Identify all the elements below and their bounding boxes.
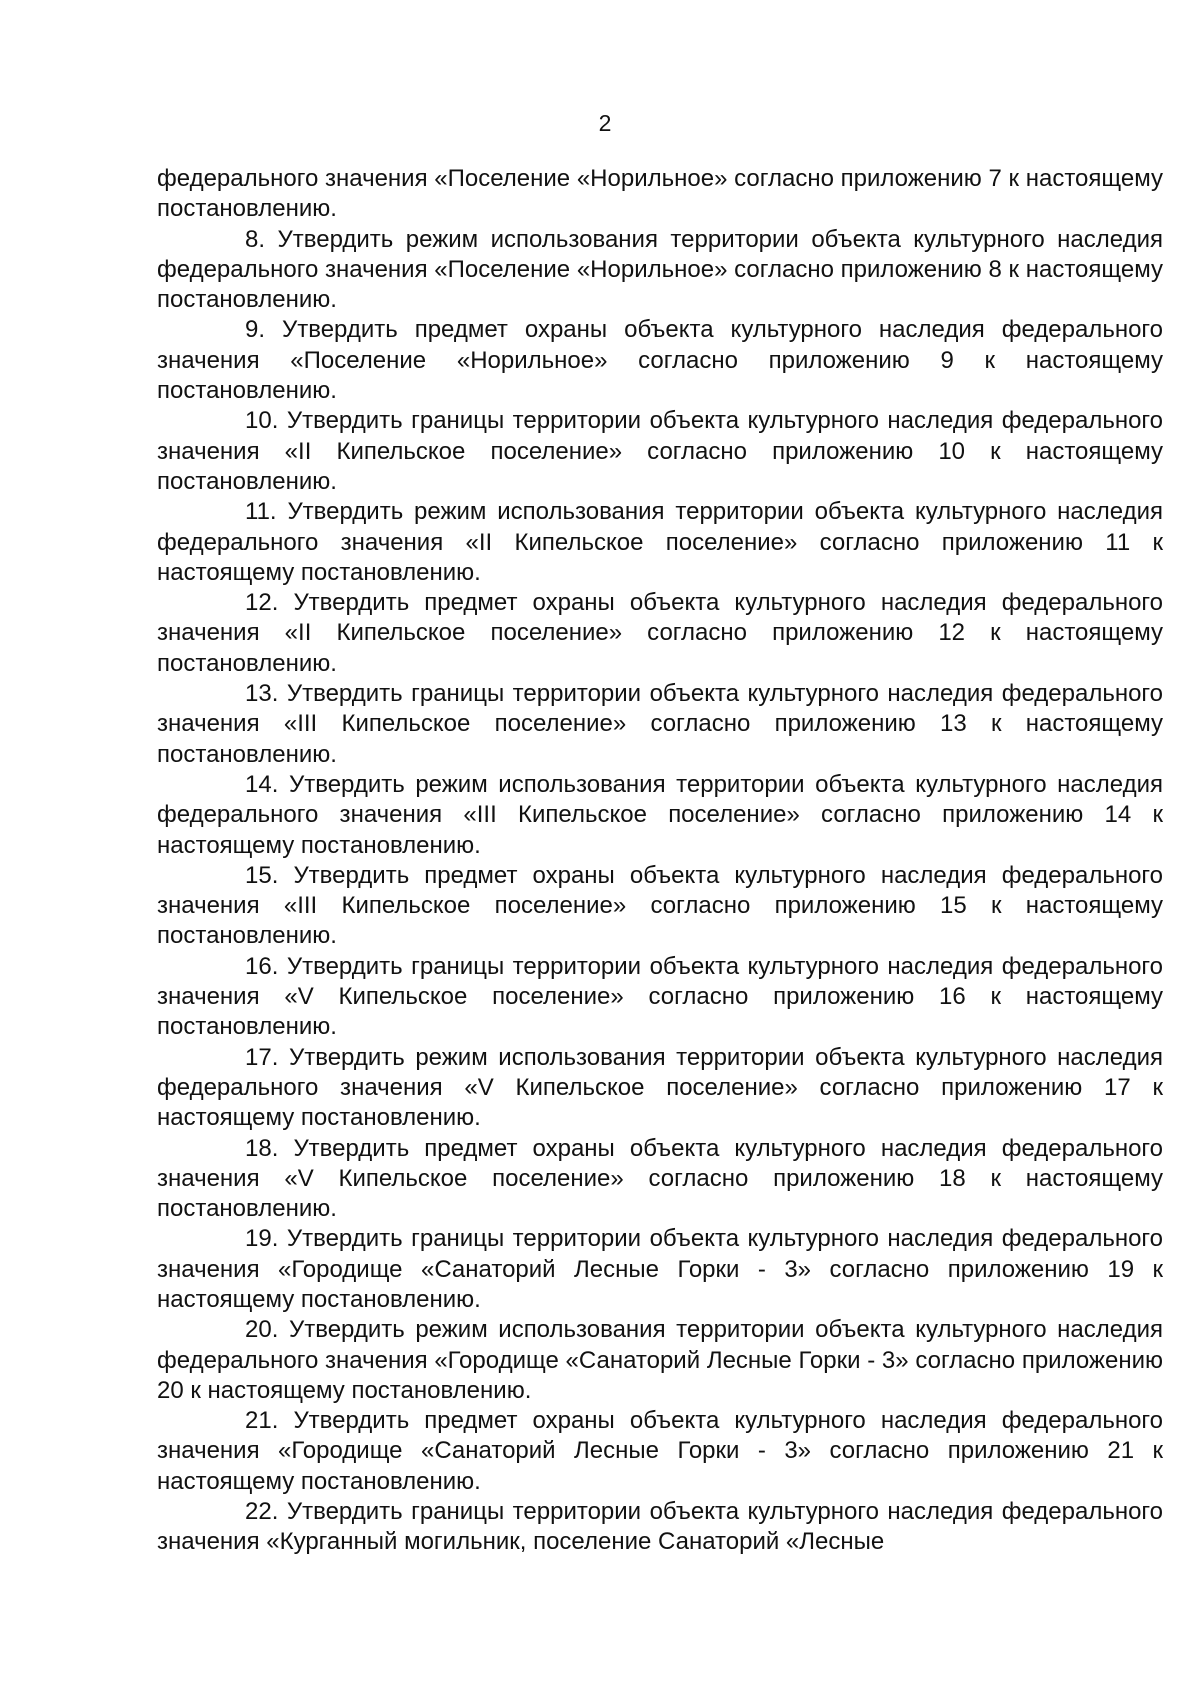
paragraph-number: 22. [245,1498,279,1526]
paragraph-text: Утвердить предмет охраны объекта культурного наследия федерального значения «II Кипельское поселение» согласно приложению 12 к настоящему постановлению. [157,589,1163,677]
paragraph-number: 8. [245,225,266,253]
paragraph-18 [157,1134,1163,1225]
paragraph-number: 16. [245,952,279,980]
paragraph-continuation [157,164,1163,225]
paragraph-14 [157,770,1163,861]
paragraph-text: Утвердить предмет охраны объекта культурного наследия федерального значения «III Кипельское поселение» согласно приложению 15 к настоящему постановлению. [157,861,1163,950]
paragraph-text: Утвердить границы территории объекта культурного наследия федерального значения «III Кипельское поселение» согласно приложению 13 к настоящему постановлению. [157,680,1163,768]
paragraph-text: Утвердить режим использования территории объекта культурного наследия федерального значения «Поселение «Норильное» согласно приложению 8 к настоящему постановлению. [157,225,1164,314]
paragraph-text: Утвердить границы территории объекта культурного наследия федерального значения «Курганный могильник, поселение Санаторий «Лесные [157,1498,1163,1556]
paragraph-number: 17. [245,1043,279,1071]
paragraph-15 [157,861,1163,952]
paragraph-number: 10. [245,407,279,435]
paragraph-text: Утвердить границы территории объекта культурного наследия федерального значения «II Кипельское поселение» согласно приложению 10 к настоящему постановлению. [157,407,1163,495]
paragraph-number: 15. [245,861,279,889]
paragraph-10 [157,406,1163,497]
paragraph-19 [157,1224,1163,1315]
paragraph-16 [157,952,1163,1043]
paragraph-number: 21. [245,1407,279,1435]
paragraph-text: Утвердить предмет охраны объекта культурного наследия федерального значения «Поселение «Норильное» согласно приложению 9 к настоящему постановлению. [157,316,1163,405]
paragraph-text: Утвердить режим использования территории объекта культурного наследия федерального значения «II Кипельское поселение» согласно приложению 11 к настоящему постановлению. [157,498,1163,586]
paragraph-number: 13. [245,680,279,708]
paragraph-text: Утвердить режим использования территории объекта культурного наследия федерального значения «V Кипельское поселение» согласно приложению 17 к настоящему постановлению. [157,1043,1164,1132]
paragraph-text: Утвердить предмет охраны объекта культурного наследия федерального значения «V Кипельское поселение» согласно приложению 18 к настоящему постановлению. [157,1134,1163,1223]
paragraph-20 [157,1315,1163,1406]
paragraph-text: Утвердить предмет охраны объекта культурного наследия федерального значения «Городище «Санаторий Лесные Горки - 3» согласно приложению 21 к настоящему постановлению. [157,1407,1163,1495]
paragraph-number: 18. [245,1134,279,1162]
paragraph-number: 19. [245,1225,279,1253]
paragraph-text: Утвердить режим использования территории объекта культурного наследия федерального значения «III Кипельское поселение» согласно приложению 14 к настоящему постановлению. [157,770,1164,859]
paragraph-number: 20. [245,1316,279,1344]
paragraph-13 [157,679,1163,770]
paragraph-number: 12. [245,589,279,617]
paragraph-number: 9. [245,316,266,344]
paragraph-9 [157,315,1163,406]
page-number: 2 [598,110,612,136]
paragraph-21 [157,1406,1163,1497]
paragraph-12 [157,588,1163,679]
paragraph-8 [157,225,1163,316]
paragraph-number: 14. [245,770,279,798]
paragraph-text: федерального значения «Поселение «Норильное» согласно приложению 7 к настоящему постановлению. [157,165,1163,223]
paragraph-text: Утвердить режим использования территории объекта культурного наследия федерального значения «Городище «Санаторий Лесные Горки - 3» согласно приложению 20 к настоящему постановлению. [157,1316,1164,1404]
document-body [157,164,1163,1558]
paragraph-17 [157,1043,1163,1134]
paragraph-number: 11. [245,498,277,526]
paragraph-text: Утвердить границы территории объекта культурного наследия федерального значения «Городище «Санаторий Лесные Горки - 3» согласно приложению 19 к настоящему постановлению. [157,1225,1163,1313]
paragraph-11 [157,497,1163,588]
paragraph-text: Утвердить границы территории объекта культурного наследия федерального значения «V Кипельское поселение» согласно приложению 16 к настоящему постановлению. [157,952,1163,1041]
paragraph-22 [157,1497,1163,1558]
